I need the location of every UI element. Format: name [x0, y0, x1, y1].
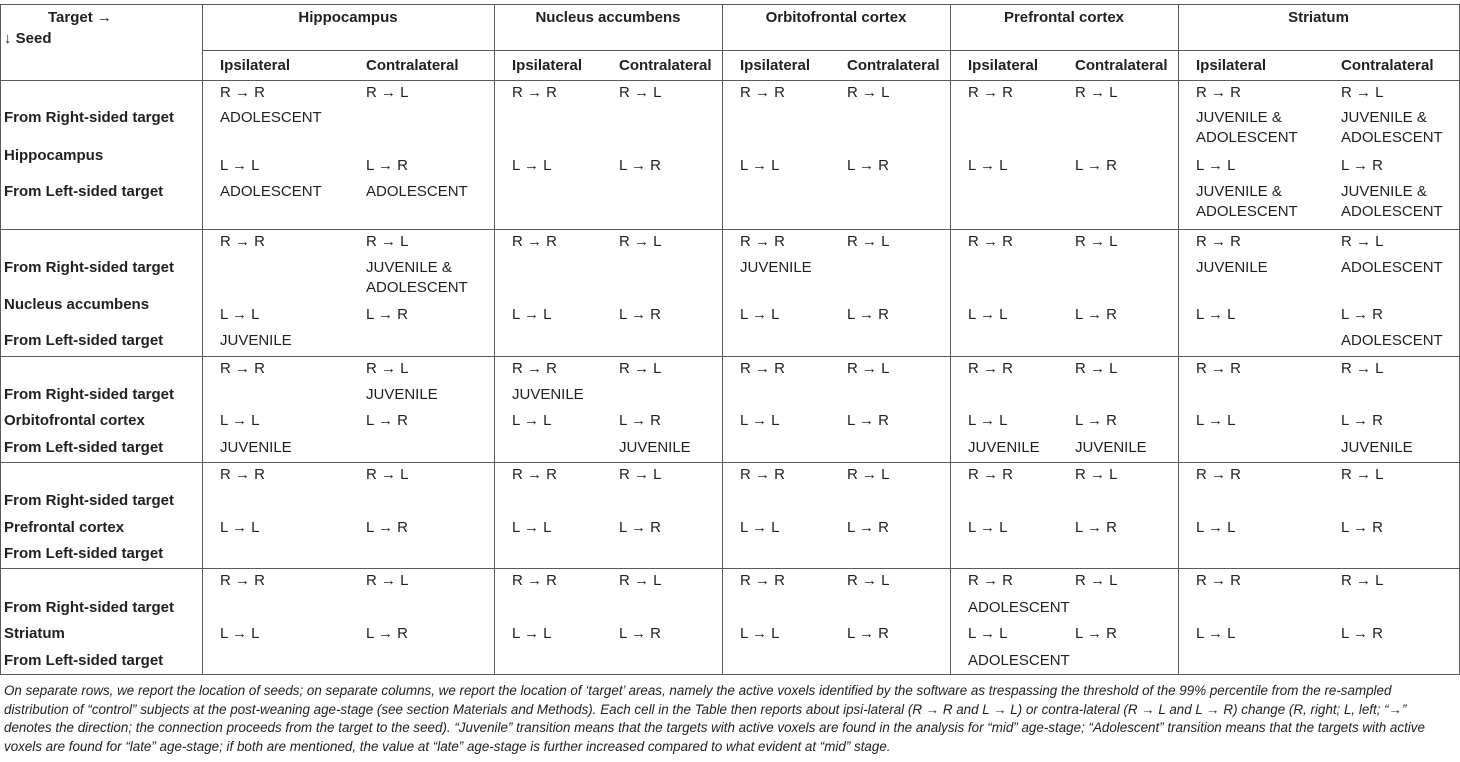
age-stage-cell: ADOLESCENT: [1341, 259, 1443, 276]
transition-cell: L → R: [1341, 157, 1383, 174]
transition-cell: R → L: [619, 233, 662, 250]
transition-cell: L → R: [1075, 625, 1117, 642]
transition-cell: R → R: [968, 466, 1013, 483]
age-stage-cell: JUVENILE: [619, 439, 691, 456]
age-stage-cell: JUVENILE & ADOLESCENT: [1196, 109, 1298, 146]
transition-cell: L → L: [1196, 625, 1236, 642]
corner-target-label: Target →: [48, 9, 112, 26]
transition-cell: R → L: [366, 84, 409, 101]
from-left-label: From Left-sided target: [4, 652, 164, 669]
transition-cell: L → L: [220, 519, 260, 536]
transition-cell: L → L: [220, 306, 260, 323]
transition-cell: L → R: [1341, 412, 1383, 429]
table-bottom-rule: [0, 674, 1460, 675]
ipsilateral-header: Ipsilateral: [740, 57, 811, 74]
seed-name: Orbitofrontal cortex: [4, 412, 145, 429]
transition-cell: L → R: [847, 306, 889, 323]
transition-cell: L → R: [619, 412, 661, 429]
age-stage-cell: JUVENILE: [512, 386, 584, 403]
age-stage-cell: JUVENILE: [740, 259, 812, 276]
transition-cell: R → R: [740, 84, 785, 101]
target-header: Hippocampus: [298, 9, 398, 26]
transition-cell: R → L: [847, 360, 890, 377]
transition-cell: R → R: [968, 233, 1013, 250]
transition-cell: L → L: [1196, 306, 1236, 323]
transition-cell: L → R: [847, 519, 889, 536]
ipsilateral-header: Ipsilateral: [968, 57, 1039, 74]
age-stage-cell: JUVENILE: [1075, 439, 1147, 456]
block-rule-1: [0, 229, 1460, 230]
transition-cell: R → L: [847, 233, 890, 250]
seed-name: Prefrontal cortex: [4, 519, 125, 536]
transition-cell: R → R: [740, 360, 785, 377]
transition-cell: L → R: [1341, 519, 1383, 536]
transition-cell: R → L: [847, 84, 890, 101]
age-stage-cell: ADOLESCENT: [220, 183, 322, 200]
age-stage-cell: JUVENILE: [968, 439, 1040, 456]
from-right-label: From Right-sided target: [4, 492, 175, 509]
transition-cell: R → R: [512, 360, 557, 377]
from-left-label: From Left-sided target: [4, 545, 164, 562]
table-top-rule: [0, 4, 1460, 5]
transition-cell: L → R: [619, 157, 661, 174]
transition-cell: R → R: [1196, 84, 1241, 101]
from-right-label: From Right-sided target: [4, 259, 175, 276]
transition-cell: L → R: [366, 306, 408, 323]
transition-cell: L → L: [512, 157, 552, 174]
header-subrule: [202, 50, 1460, 51]
contralateral-header: Contralateral: [1341, 57, 1434, 74]
age-stage-cell: JUVENILE: [366, 386, 438, 403]
transition-cell: R → L: [619, 466, 662, 483]
transition-cell: R → R: [740, 233, 785, 250]
transition-cell: L → R: [1075, 306, 1117, 323]
transition-cell: R → R: [1196, 572, 1241, 589]
transition-cell: R → R: [968, 84, 1013, 101]
transition-cell: L → R: [847, 625, 889, 642]
transition-cell: L → R: [1075, 519, 1117, 536]
column-rule: [202, 4, 203, 675]
transition-cell: L → L: [220, 625, 260, 642]
contralateral-header: Contralateral: [847, 57, 940, 74]
transition-cell: L → R: [1341, 306, 1383, 323]
contralateral-header: Contralateral: [366, 57, 459, 74]
transition-cell: L → R: [847, 157, 889, 174]
transition-cell: R → L: [619, 572, 662, 589]
transition-cell: R → L: [619, 360, 662, 377]
age-stage-cell: JUVENILE: [1341, 439, 1413, 456]
transition-cell: L → L: [1196, 412, 1236, 429]
transition-cell: L → R: [366, 625, 408, 642]
column-rule: [0, 4, 1, 675]
contralateral-header: Contralateral: [1075, 57, 1168, 74]
corner-seed-label: ↓ Seed: [4, 30, 52, 47]
seed-name: Hippocampus: [4, 147, 104, 164]
age-stage-cell: JUVENILE & ADOLESCENT: [1196, 183, 1298, 220]
transition-cell: L → L: [220, 157, 260, 174]
transition-cell: R → L: [619, 84, 662, 101]
from-right-label: From Right-sided target: [4, 599, 175, 616]
transition-cell: L → L: [740, 625, 780, 642]
age-stage-cell: ADOLESCENT: [1341, 332, 1443, 349]
transition-cell: R → L: [1341, 84, 1384, 101]
transition-cell: R → R: [968, 572, 1013, 589]
transition-cell: L → L: [968, 157, 1008, 174]
transition-cell: R → R: [740, 466, 785, 483]
transition-cell: R → R: [1196, 360, 1241, 377]
transition-cell: L → L: [1196, 519, 1236, 536]
age-stage-cell: JUVENILE & ADOLESCENT: [1341, 183, 1443, 220]
from-left-label: From Left-sided target: [4, 332, 164, 349]
transition-cell: L → L: [740, 412, 780, 429]
transition-cell: R → R: [512, 84, 557, 101]
age-stage-cell: ADOLESCENT: [220, 109, 322, 126]
transition-cell: L → R: [1075, 412, 1117, 429]
transition-cell: R → L: [1075, 572, 1118, 589]
column-rule: [494, 4, 495, 675]
transition-cell: R → L: [1341, 466, 1384, 483]
transition-cell: L → L: [740, 157, 780, 174]
column-rule: [950, 4, 951, 675]
age-stage-cell: JUVENILE & ADOLESCENT: [1341, 109, 1443, 146]
block-rule-4: [0, 568, 1460, 569]
transition-cell: R → L: [366, 233, 409, 250]
transition-cell: R → L: [1341, 233, 1384, 250]
column-rule: [722, 4, 723, 675]
transition-cell: L → L: [512, 519, 552, 536]
transition-cell: R → R: [220, 466, 265, 483]
transition-cell: R → R: [512, 233, 557, 250]
ipsilateral-header: Ipsilateral: [512, 57, 583, 74]
from-right-label: From Right-sided target: [4, 109, 175, 126]
transition-cell: R → L: [1341, 360, 1384, 377]
transition-cell: R → R: [220, 360, 265, 377]
block-rule-2: [0, 356, 1460, 357]
transition-cell: R → R: [1196, 233, 1241, 250]
contralateral-header: Contralateral: [619, 57, 712, 74]
from-right-label: From Right-sided target: [4, 386, 175, 403]
transition-cell: L → R: [619, 625, 661, 642]
transition-cell: R → L: [1075, 360, 1118, 377]
transition-cell: L → L: [968, 519, 1008, 536]
transition-cell: L → L: [968, 625, 1008, 642]
transition-cell: R → L: [847, 466, 890, 483]
age-stage-cell: JUVENILE & ADOLESCENT: [366, 259, 468, 296]
transition-cell: L → L: [740, 519, 780, 536]
transition-cell: R → L: [1075, 233, 1118, 250]
target-header: Striatum: [1288, 9, 1349, 26]
transition-cell: R → R: [220, 572, 265, 589]
transition-cell: R → L: [1341, 572, 1384, 589]
ipsilateral-header: Ipsilateral: [1196, 57, 1267, 74]
transition-cell: L → R: [1341, 625, 1383, 642]
transition-cell: R → L: [847, 572, 890, 589]
transition-cell: R → R: [220, 233, 265, 250]
transition-cell: R → L: [366, 572, 409, 589]
table-caption: On separate rows, we report the location of seeds; on separate columns, we report the location of ‘target’ areas, namely the active voxels identified by the software as trespassing the threshold of the 99% percentile from the re-sampled distribution of “control” subjects at the post-weaning age-stage (see section Materials and Methods). Each cell in the Table then reports about ipsi-lateral (R → R and L → L) or contra-lateral (R → L and L → R) change (R, right; L, left; “→” denotes the direction; the connection proceeds from the target to the seed). “Juvenile” transition means that the targets with active voxels are found in the analysis for “mid” age-stage; “Adolescent” transition means that the targets with active voxels are found for “late” age-stage; if both are mentioned, the value at “late” age-stage is further increased compared to what evident at “mid” stage.: [4, 683, 1425, 754]
transition-cell: L → L: [968, 412, 1008, 429]
transition-cell: R → L: [366, 466, 409, 483]
transition-cell: R → R: [220, 84, 265, 101]
from-left-label: From Left-sided target: [4, 439, 164, 456]
transition-cell: R → L: [1075, 84, 1118, 101]
target-header: Orbitofrontal cortex: [765, 9, 907, 26]
target-header: Prefrontal cortex: [1003, 9, 1125, 26]
age-stage-cell: JUVENILE: [1196, 259, 1268, 276]
transition-cell: L → R: [619, 519, 661, 536]
transition-cell: R → R: [512, 572, 557, 589]
transition-cell: L → L: [968, 306, 1008, 323]
transition-cell: R → R: [512, 466, 557, 483]
transition-cell: L → R: [366, 412, 408, 429]
age-stage-cell: ADOLESCENT: [366, 183, 468, 200]
transition-cell: L → L: [740, 306, 780, 323]
age-stage-cell: ADOLESCENT: [968, 652, 1070, 669]
transition-cell: L → L: [512, 412, 552, 429]
age-stage-cell: ADOLESCENT: [968, 599, 1070, 616]
seed-name: Nucleus accumbens: [4, 296, 150, 313]
transition-cell: L → R: [847, 412, 889, 429]
transition-cell: L → L: [512, 625, 552, 642]
transition-cell: L → R: [1075, 157, 1117, 174]
header-bottom-rule: [0, 80, 1460, 81]
ipsilateral-header: Ipsilateral: [220, 57, 291, 74]
transition-cell: R → L: [366, 360, 409, 377]
transition-cell: L → R: [619, 306, 661, 323]
column-rule: [1178, 4, 1179, 675]
transition-cell: L → R: [366, 157, 408, 174]
transition-cell: L → L: [220, 412, 260, 429]
transition-cell: R → R: [1196, 466, 1241, 483]
seed-name: Striatum: [4, 625, 65, 642]
age-stage-cell: JUVENILE: [220, 439, 292, 456]
block-rule-3: [0, 462, 1460, 463]
transition-cell: L → L: [1196, 157, 1236, 174]
target-header: Nucleus accumbens: [535, 9, 681, 26]
age-stage-cell: JUVENILE: [220, 332, 292, 349]
transition-cell: L → L: [512, 306, 552, 323]
from-left-label: From Left-sided target: [4, 183, 164, 200]
transition-cell: L → R: [366, 519, 408, 536]
transition-cell: R → L: [1075, 466, 1118, 483]
transition-cell: R → R: [740, 572, 785, 589]
transition-cell: R → R: [968, 360, 1013, 377]
